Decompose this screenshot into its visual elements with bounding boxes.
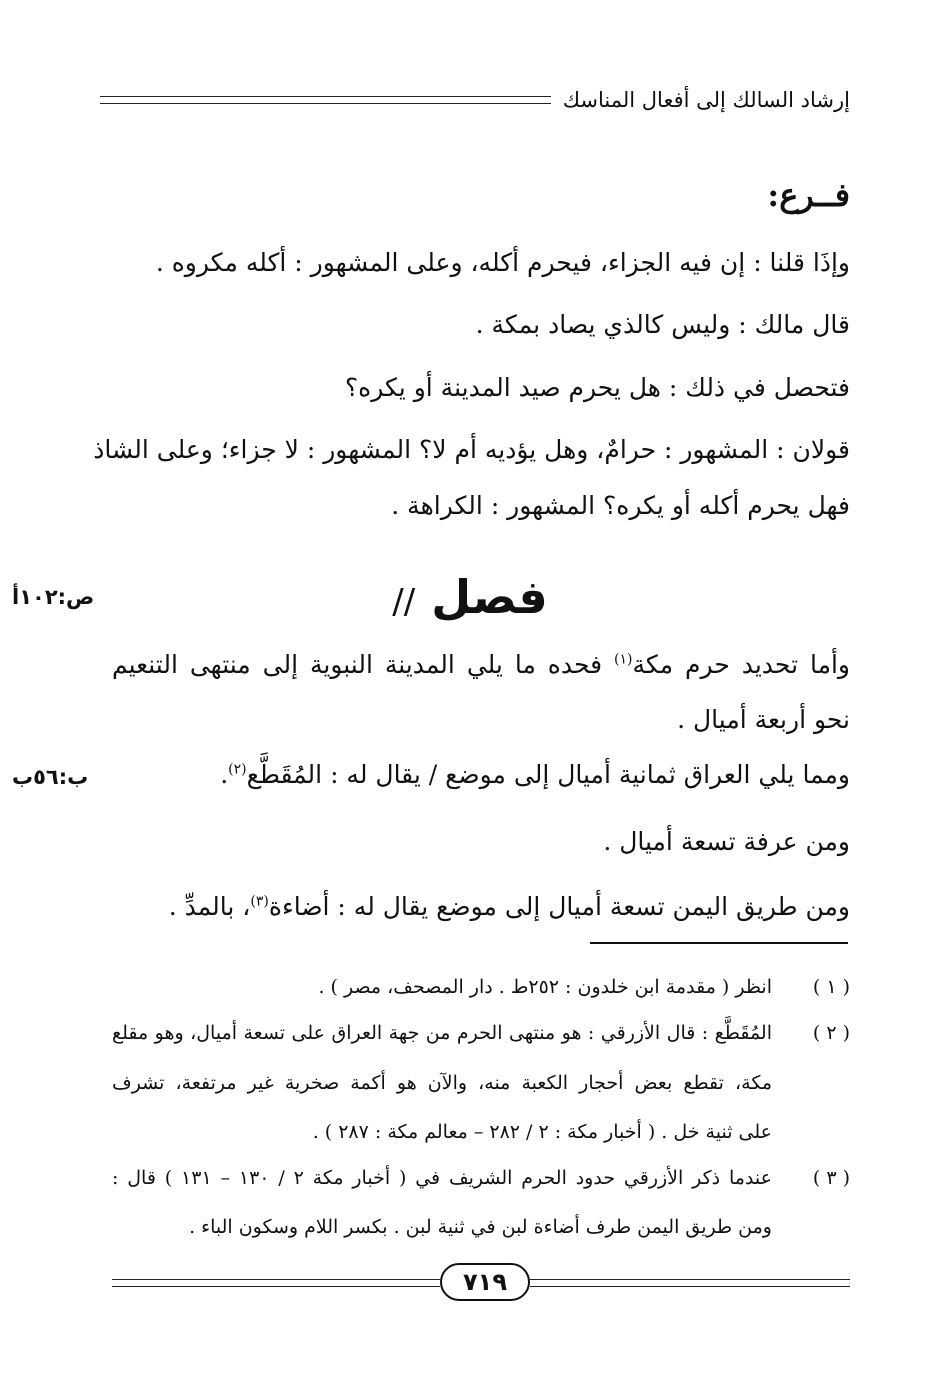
section-heading-text: فصل [431,570,548,624]
branch-heading: فــرع: [767,176,850,214]
section-heading-slashes: // [392,582,416,622]
running-header [100,82,850,118]
footnote-line: المُقَطَّع : قال الأزرقي : هو منتهى الحرم من جهة العراق على تسعة أميال، وهو مقلع [112,1022,772,1044]
footnote-ref-2[interactable]: (٢) [228,761,247,778]
text-segment: ومما يلي العراق ثمانية أميال إلى موضع / يقال له : المُقَطَّع [246,760,850,789]
footnote-number: ( ٢ ) [812,1022,850,1044]
footer-rule-left [112,1279,440,1287]
footnote-line: عندما ذكر الأزرقي حدود الحرم الشريف في ( أخبار مكة ٢ / ١٣٠ – ١٣١ ) قال : [112,1167,772,1189]
text-line: فتحصل في ذلك : هل يحرم صيد المدينة أو يكره؟ [344,373,850,402]
footnote-ref-1[interactable]: (١) [614,651,633,668]
running-header-title: إرشاد السالك إلى أفعال المناسك [562,88,850,112]
text-segment: ، بالمدِّ . [168,892,251,921]
text-segment: فحده ما يلي المدينة النبوية إلى منتهى التنعيم [112,650,615,679]
header-rule [100,96,551,104]
text-segment: وأما تحديد حرم مكة [632,650,850,679]
text-line [200,755,850,795]
text-line: قال مالك : وليس كالذي يصاد بمكة . [475,310,850,339]
footnote-rule [590,942,848,944]
section-heading [300,562,640,632]
text-line: نحو أربعة أميال . [677,705,850,734]
footnote-line: ومن طريق اليمن طرف أضاءة لبن في ثنية لبن . بكسر اللام وسكون الباء . [189,1216,772,1238]
text-line: ومن عرفة تسعة أميال . [603,827,850,856]
margin-note-manuscript-ref: ب:٥٦ب [12,765,89,789]
footnote-line: مكة، تقطع بعض أحجار الكعبة منه، والآن هو أكمة صخرية غير مرتفعة، تشرف [112,1072,772,1094]
footnote-line: على ثنية خل . ( أخبار مكة : ٢ / ٢٨٢ – معالم مكة : ٢٨٧ ) . [312,1121,772,1143]
text-line: فهل يحرم أكله أو يكره؟ المشهور : الكراهة . [391,491,850,520]
footnote-number: ( ١ ) [812,976,850,998]
footnote-line: انظر ( مقدمة ابن خلدون : ٢٥٢ط . دار المصحف، مصر ) . [318,976,772,998]
footnote-ref-3[interactable]: (٣) [250,893,269,910]
text-line: وإذَا قلنا : إن فيه الجزاء، فيحرم أكله، وعلى المشهور : أكله مكروه . [155,248,850,277]
text-line [150,887,850,927]
text-line [112,645,850,685]
footnote-number: ( ٣ ) [812,1167,850,1189]
footer-rule-right [530,1279,850,1287]
text-line: قولان : المشهور : حرامٌ، وهل يؤديه أم لا؟ المشهور : لا جزاء؛ وعلى الشاذ [93,435,850,464]
page-number: ٧١٩ [440,1263,530,1301]
text-segment: ومن طريق اليمن تسعة أميال إلى موضع يقال له : أضاءة [268,892,850,921]
text-segment: . [220,760,229,789]
margin-note-manuscript-ref: ص:١٠٢أ [12,585,95,609]
